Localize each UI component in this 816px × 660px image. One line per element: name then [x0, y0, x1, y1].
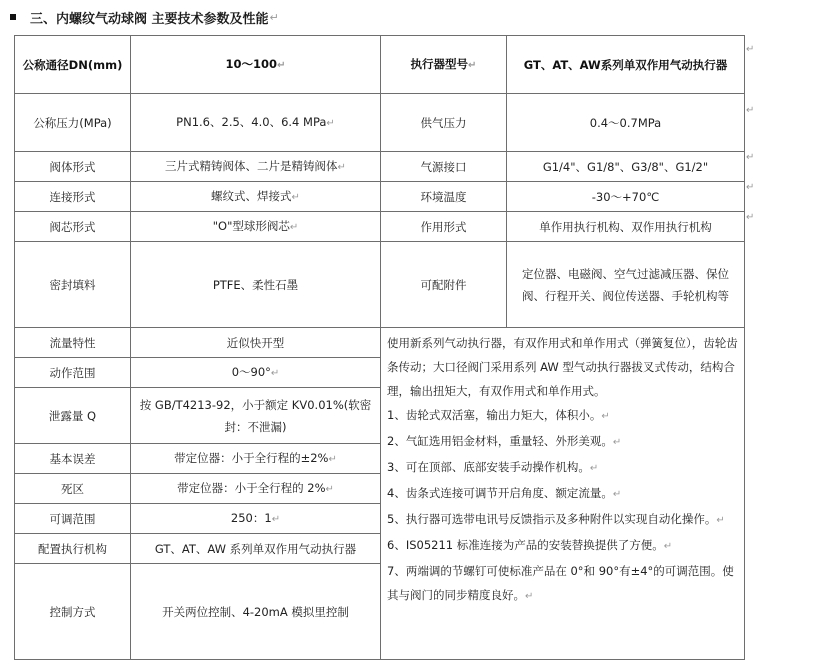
section-heading [10, 6, 279, 28]
return-mark-icon: ↵ [269, 10, 279, 24]
feature-item: 6、IS05211 标准连接为产品的安装替换提供了方便。↵ [387, 538, 673, 552]
row-label: 阀芯形式 [15, 212, 131, 242]
dn-label: 公称通径DN(mm) [15, 36, 131, 94]
row-value: 单作用执行机构、双作用执行机构 [507, 212, 745, 242]
row-value: 250：1↵ [131, 504, 381, 534]
row-value: PN1.6、2.5、4.0、6.4 MPa↵ [131, 94, 381, 152]
row-label: 配置执行机构 [15, 534, 131, 564]
features-cell [381, 328, 745, 660]
spec-table [14, 35, 745, 660]
row-label: 动作范围 [15, 358, 131, 388]
row-value: 带定位器：小于全行程的 2%↵ [131, 474, 381, 504]
return-mark-icon: ↵ [746, 105, 755, 116]
row-value: 按 GB/T4213-92，小于额定 KV0.01%(软密封：不泄漏) [131, 388, 381, 444]
row-label: 连接形式 [15, 182, 131, 212]
actuator-model-label: 执行器型号↵ [381, 36, 507, 94]
row-value: -30～+70℃ [507, 182, 745, 212]
table-row [15, 182, 745, 212]
row-label: 泄露量 Q [15, 388, 131, 444]
features-intro: 使用新系列气动执行器，有双作用式和单作用式（弹簧复位），齿轮齿条传动；大口径阀门采用系列 AW 型气动执行器拔叉式传动，结构合理，输出扭矩大，有双作用式和单作用式。 [387, 336, 738, 398]
feature-item: 3、可在顶部、底部安装手动操作机构。↵ [387, 460, 599, 474]
row-label: 作用形式 [381, 212, 507, 242]
row-label: 气源接口 [381, 152, 507, 182]
table-row [15, 212, 745, 242]
table-header-row [15, 36, 745, 94]
row-label: 环境温度 [381, 182, 507, 212]
feature-item: 1、齿轮式双活塞，输出力矩大，体积小。↵ [387, 408, 610, 422]
row-value: GT、AT、AW 系列单双作用气动执行器 [131, 534, 381, 564]
row-value: 螺纹式、焊接式↵ [131, 182, 381, 212]
row-label: 公称压力(MPa) [15, 94, 131, 152]
table-row [15, 242, 745, 328]
feature-item: 5、执行器可选带电讯号反馈指示及多种附件以实现自动化操作。↵ [387, 512, 725, 526]
row-value: 近似快开型 [131, 328, 381, 358]
feature-item: 4、齿条式连接可调节开启角度、额定流量。↵ [387, 486, 622, 500]
row-label: 供气压力 [381, 94, 507, 152]
row-value: 0～90°↵ [131, 358, 381, 388]
row-value: "O"型球形阀芯↵ [131, 212, 381, 242]
row-value: G1/4"、G1/8"、G3/8"、G1/2" [507, 152, 745, 182]
row-label: 控制方式 [15, 564, 131, 660]
return-mark-icon: ↵ [746, 44, 755, 55]
section-title: 三、内螺纹气动球阀 主要技术参数及性能 [30, 11, 269, 27]
row-value: 带定位器：小于全行程的±2%↵ [131, 444, 381, 474]
row-value: 开关两位控制、4-20mA 模拟里控制 [131, 564, 381, 660]
return-mark-icon: ↵ [746, 212, 755, 223]
row-label: 可配附件 [381, 242, 507, 328]
actuator-model-value: GT、AT、AW系列单双作用气动执行器 [507, 36, 745, 94]
table-row [15, 328, 745, 358]
feature-item: 7、两端调的节螺钉可使标准产品在 0°和 90°有±4°的可调范围。使其与阀门的同步精度良好。↵ [387, 564, 734, 602]
row-label: 流量特性 [15, 328, 131, 358]
row-label: 密封填料 [15, 242, 131, 328]
feature-item: 2、气缸选用铝金材料，重量轻、外形美观。↵ [387, 434, 622, 448]
row-value: PTFE、柔性石墨 [131, 242, 381, 328]
bullet-icon [10, 14, 16, 20]
return-mark-icon: ↵ [746, 152, 755, 163]
row-label: 基本误差 [15, 444, 131, 474]
return-mark-icon: ↵ [746, 182, 755, 193]
row-label: 阀体形式 [15, 152, 131, 182]
dn-value: 10～100↵ [131, 36, 381, 94]
row-value: 定位器、电磁阀、空气过滤减压器、保位阀、行程开关、阀位传送器、手轮机构等 [507, 242, 745, 328]
row-label: 可调范围 [15, 504, 131, 534]
table-row [15, 152, 745, 182]
row-label: 死区 [15, 474, 131, 504]
table-row [15, 94, 745, 152]
row-value: 三片式精铸阀体、二片是精铸阀体↵ [131, 152, 381, 182]
row-value: 0.4～0.7MPa [507, 94, 745, 152]
